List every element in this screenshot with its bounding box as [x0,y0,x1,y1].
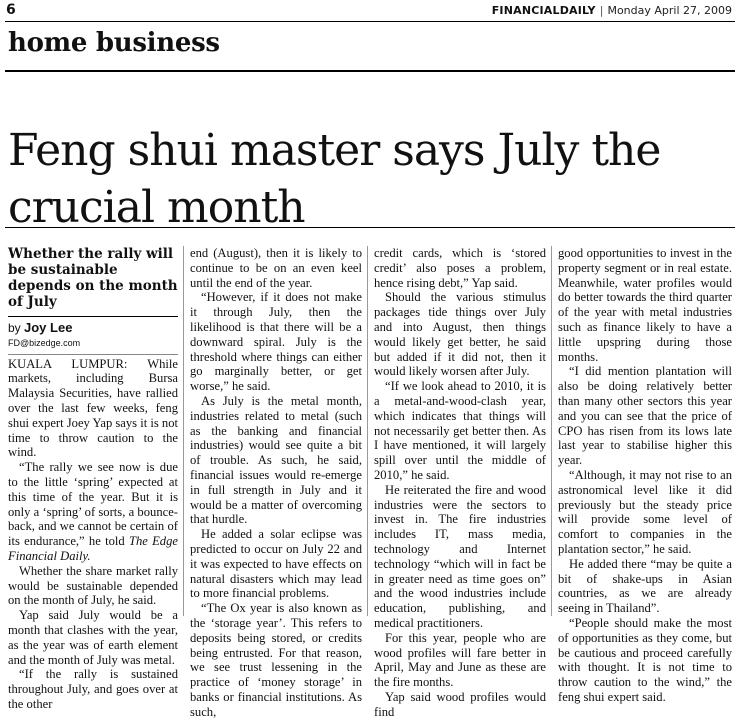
column-divider [367,246,368,616]
paragraph-text: “The rally we see now is due to the little ‘spring’ expected at this time of the year. But it is only a ‘spring’ of sorts, a bounce-back, and we cannot be certain of its endurance,” he told [8,460,178,549]
byline-author: Joy Lee [24,320,73,335]
paragraph: He reiterated the fire and wood industries were the sectors to invest in. The fire industries includes IT, mass media, technology and Internet technology “which will in fact be in greater need as time goes on” and the wood industries include education, publishing, and medical practitioners. [374,482,546,630]
paragraph: end (August), then it is likely to continue to be on an even keel until the end of the year. [190,246,362,290]
paragraph [8,460,178,564]
paragraph: “However, if it does not make it through July, then the likelihood is that there will be a downward spiral. July is the threshold where things can either go marginally better, or get worse,” he said. [190,290,362,394]
issue-date: Monday April 27, 2009 [607,4,732,17]
paragraph: Yap said July would be a month that clashes with the year, as the year was of earth element and the month of July was metal. [8,608,178,667]
section-title: home business [8,28,220,58]
paragraph: “People should make the most of opportunities as they come, but be cautious and proceed carefully with thought. It is not time to throw caution to the wind,” the feng shui expert said. [558,615,732,704]
paragraph: For this year, people who are wood profiles will fare better in April, May and June as these are the fire months. [374,630,546,690]
masthead [492,4,732,17]
masthead-separator: | [599,4,604,17]
headline-rule [5,227,735,228]
byline-rule [8,354,178,355]
paragraph: “I did mention plantation will also be doing relatively better than many other sectors this year and you can see that the price of CPO has risen from its lows late last year to stabilise higher this year. [558,364,732,468]
byline-email: FD@bizedge.com [8,337,81,348]
source-italic: The Edge Financial Daily. [8,534,178,563]
paragraph: “If the rally is sustained throughout July, and goes over at the other [8,667,178,711]
column-3 [374,246,546,720]
paragraph: He added a solar eclipse was predicted to occur on July 22 and it was expected to have effects on natural disasters which may lead to more financial problems. [190,527,362,601]
paragraph: Whether the share market rally would be sustainable depended on the month of July, he said. [8,563,178,608]
standfirst: Whether the rally will be sustainable depends on the month of July [8,246,178,310]
column-2 [190,246,362,720]
paragraph: As July is the metal month, industries related to metal (such as the banking and financial industries) would see quite a bit of trouble. As such, he said, financial issues would re-emerge in full strength in July and it would be a matter of overcoming that hurdle. [190,393,362,527]
paragraph: He added there “may be quite a bit of shake-ups in Asian countries, as we are already seeing in Thailand”. [558,556,732,616]
column-divider [551,246,552,616]
column-divider [183,246,184,616]
headline: Feng shui master says July the crucial month [8,125,661,234]
paragraph: Yap said wood profiles would find [374,689,546,719]
section-rule [5,70,735,72]
byline-prefix: by [8,321,25,335]
publication-name: FINANCIALDAILY [491,4,596,17]
paragraph: “The Ox year is also known as the ‘storage year’. This refers to deposits being stored, or credits being entrusted. For that reason, we see trust lessening in the practice of ‘money storage’ in banks or financial institutions. As such, [190,601,362,719]
top-rule [5,21,735,22]
paragraph: KUALA LUMPUR: While markets, including Bursa Malaysia Securities, have rallied over the last few weeks, feng shui expert Joey Yap says it is not time to throw caution to the wind. [8,356,179,460]
standfirst-rule [8,316,178,317]
page-number: 6 [6,2,16,18]
column-1 [8,246,178,712]
paragraph: “If we look ahead to 2010, it is a metal-and-wood-clash year, which indicates that things will not necessarily get better then. As I have mentioned, it will largely spill over until the middle of 2010,” he said. [374,379,546,482]
paragraph: credit cards, which is ‘stored credit’ also poses a problem, hence rising debt,” Yap said. [374,246,546,290]
column-4 [558,246,732,705]
paragraph: Should the various stimulus packages tide things over July and into August, then things would likely get better, he said but added if it did not, then it would likely worsen after July. [374,290,546,379]
paragraph: good opportunities to invest in the property segment or in real estate. Meanwhile, water profiles would do better towards the third quarter of the year with metal industries such as finance likely to have a little upspring during those months. [558,246,732,364]
paragraph: “Although, it may not rise to an astronomical level like it did previously but the steady price will provide some level of comfort to companies in the plantation sector,” he said. [558,467,732,556]
byline [8,321,178,336]
